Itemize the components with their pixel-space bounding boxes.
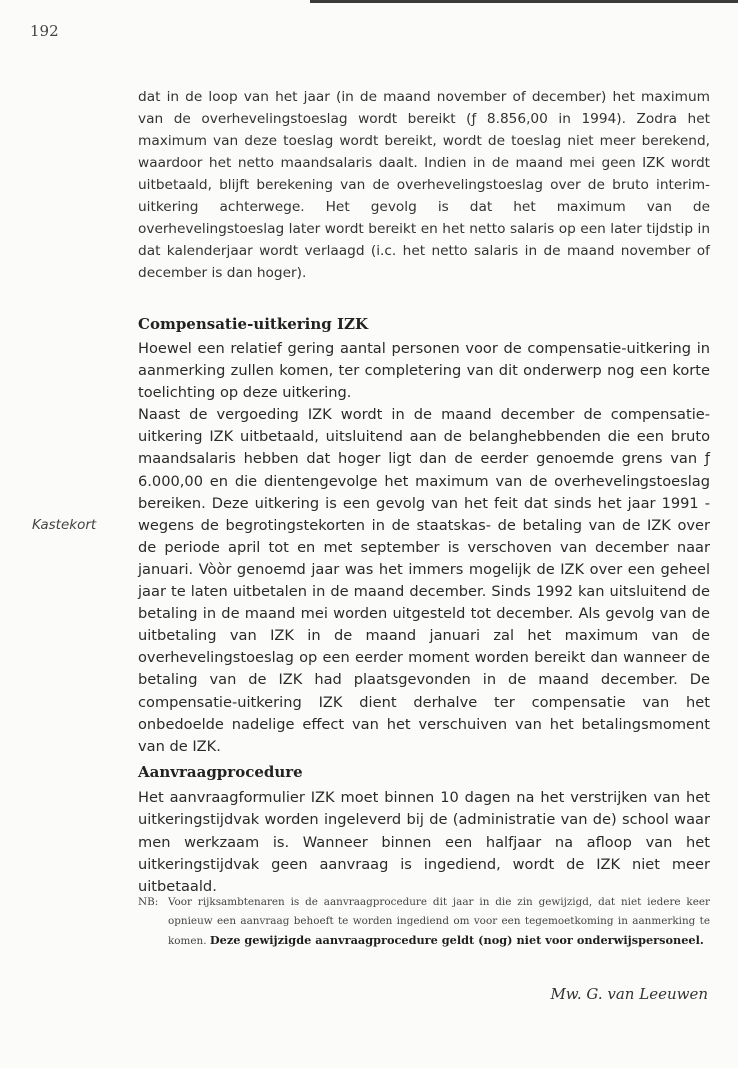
footnote-label: NB:	[138, 896, 159, 908]
footnote-bold-text: Deze gewijzigde aanvraagprocedure geldt (nog) niet voor onderwijspersoneel.	[209, 933, 704, 947]
footnote-text: Voor rijksambtenaren is de aanvraagprocedure dit jaar in die zin gewijzigd, dat niet iedere keer opnieuw een aanvraag behoeft te worden ingediend om voor een tegemoetkoming in aanmerking te komen.	[168, 896, 710, 947]
top-rule	[310, 0, 738, 3]
signature: Mw. G. van Leeuwen	[550, 985, 708, 1003]
intro-paragraph: dat in de loop van het jaar (in de maand november of december) het maximum van de overhevelingstoeslag wordt bereikt (ƒ 8.856,00 in 1994). Zodra het maximum van deze toeslag wordt bereikt, wordt de toeslag niet meer berekend, waardoor het netto maandsalaris daalt. Indien in de maand mei geen IZK wordt uitbetaald, blijft berekening van de overhevelingstoeslag over de bruto interim-uitkering achterwege. Het gevolg is dat het maximum van de overhevelingstoeslag later wordt bereikt en het netto salaris op een later tijdstip in dat kalenderjaar wordt verlaagd (i.c. het netto salaris in de maand november of december is dan hoger).	[138, 89, 710, 281]
section-aanvraag-body	[138, 787, 710, 898]
footnote-text-block	[168, 893, 710, 951]
compensatie-paragraph-1: Hoewel een relatief gering aantal personen voor de compensatie-uitkering in aanmerking zullen komen, ter completering van dit onderwerp nog een korte toelichting op deze uitkering.	[138, 340, 710, 402]
footnote	[138, 893, 710, 951]
heading-aanvraag: Aanvraagprocedure	[138, 763, 303, 781]
aanvraag-paragraph: Het aanvraagformulier IZK moet binnen 10 dagen na het verstrijken van het uitkeringstijdvak worden ingeleverd bij de (administratie van de) school waar men werkzaam is. Wanneer binnen een halfjaar na afloop van het uitkeringstijdvak geen aanvraag is ingediend, wordt de IZK niet meer uitbetaald.	[138, 789, 710, 896]
section-compensatie-body	[138, 338, 710, 758]
margin-note: Kastekort	[32, 517, 97, 533]
page-number: 192	[30, 22, 59, 40]
compensatie-paragraph-2: Naast de vergoeding IZK wordt in de maand december de compensatie-uitkering IZK uitbetaald, uitsluitend aan de belanghebbenden die een bruto maandsalaris hebben dat hoger ligt dan de eerder genoemde grens van ƒ 6.000,00 en die dientengevolge het maximum van de overhevelingstoeslag bereiken. Deze uitkering is een gevolg van het feit dat sinds het jaar 1991 -wegens de begrotingstekorten in de staatskas- de betaling van de IZK over de periode april tot en met september is verschoven van december naar januari. Vòòr genoemd jaar was het immers mogelijk de IZK over een geheel jaar te laten uitbetalen in de maand december. Sinds 1992 kan uitsluitend de betaling in de maand mei worden uitgesteld tot december. Als gevolg van de uitbetaling van IZK in de maand januari zal het maximum van de overhevelingstoeslag op een eerder moment worden bereikt dan wanneer de betaling van de IZK had plaatsgevonden in de maand december. De compensatie-uitkering IZK dient derhalve ter compensatie van het onbedoelde nadelige effect van het verschuiven van het betalingsmoment van de IZK.	[138, 406, 710, 755]
heading-compensatie: Compensatie-uitkering IZK	[138, 315, 369, 333]
